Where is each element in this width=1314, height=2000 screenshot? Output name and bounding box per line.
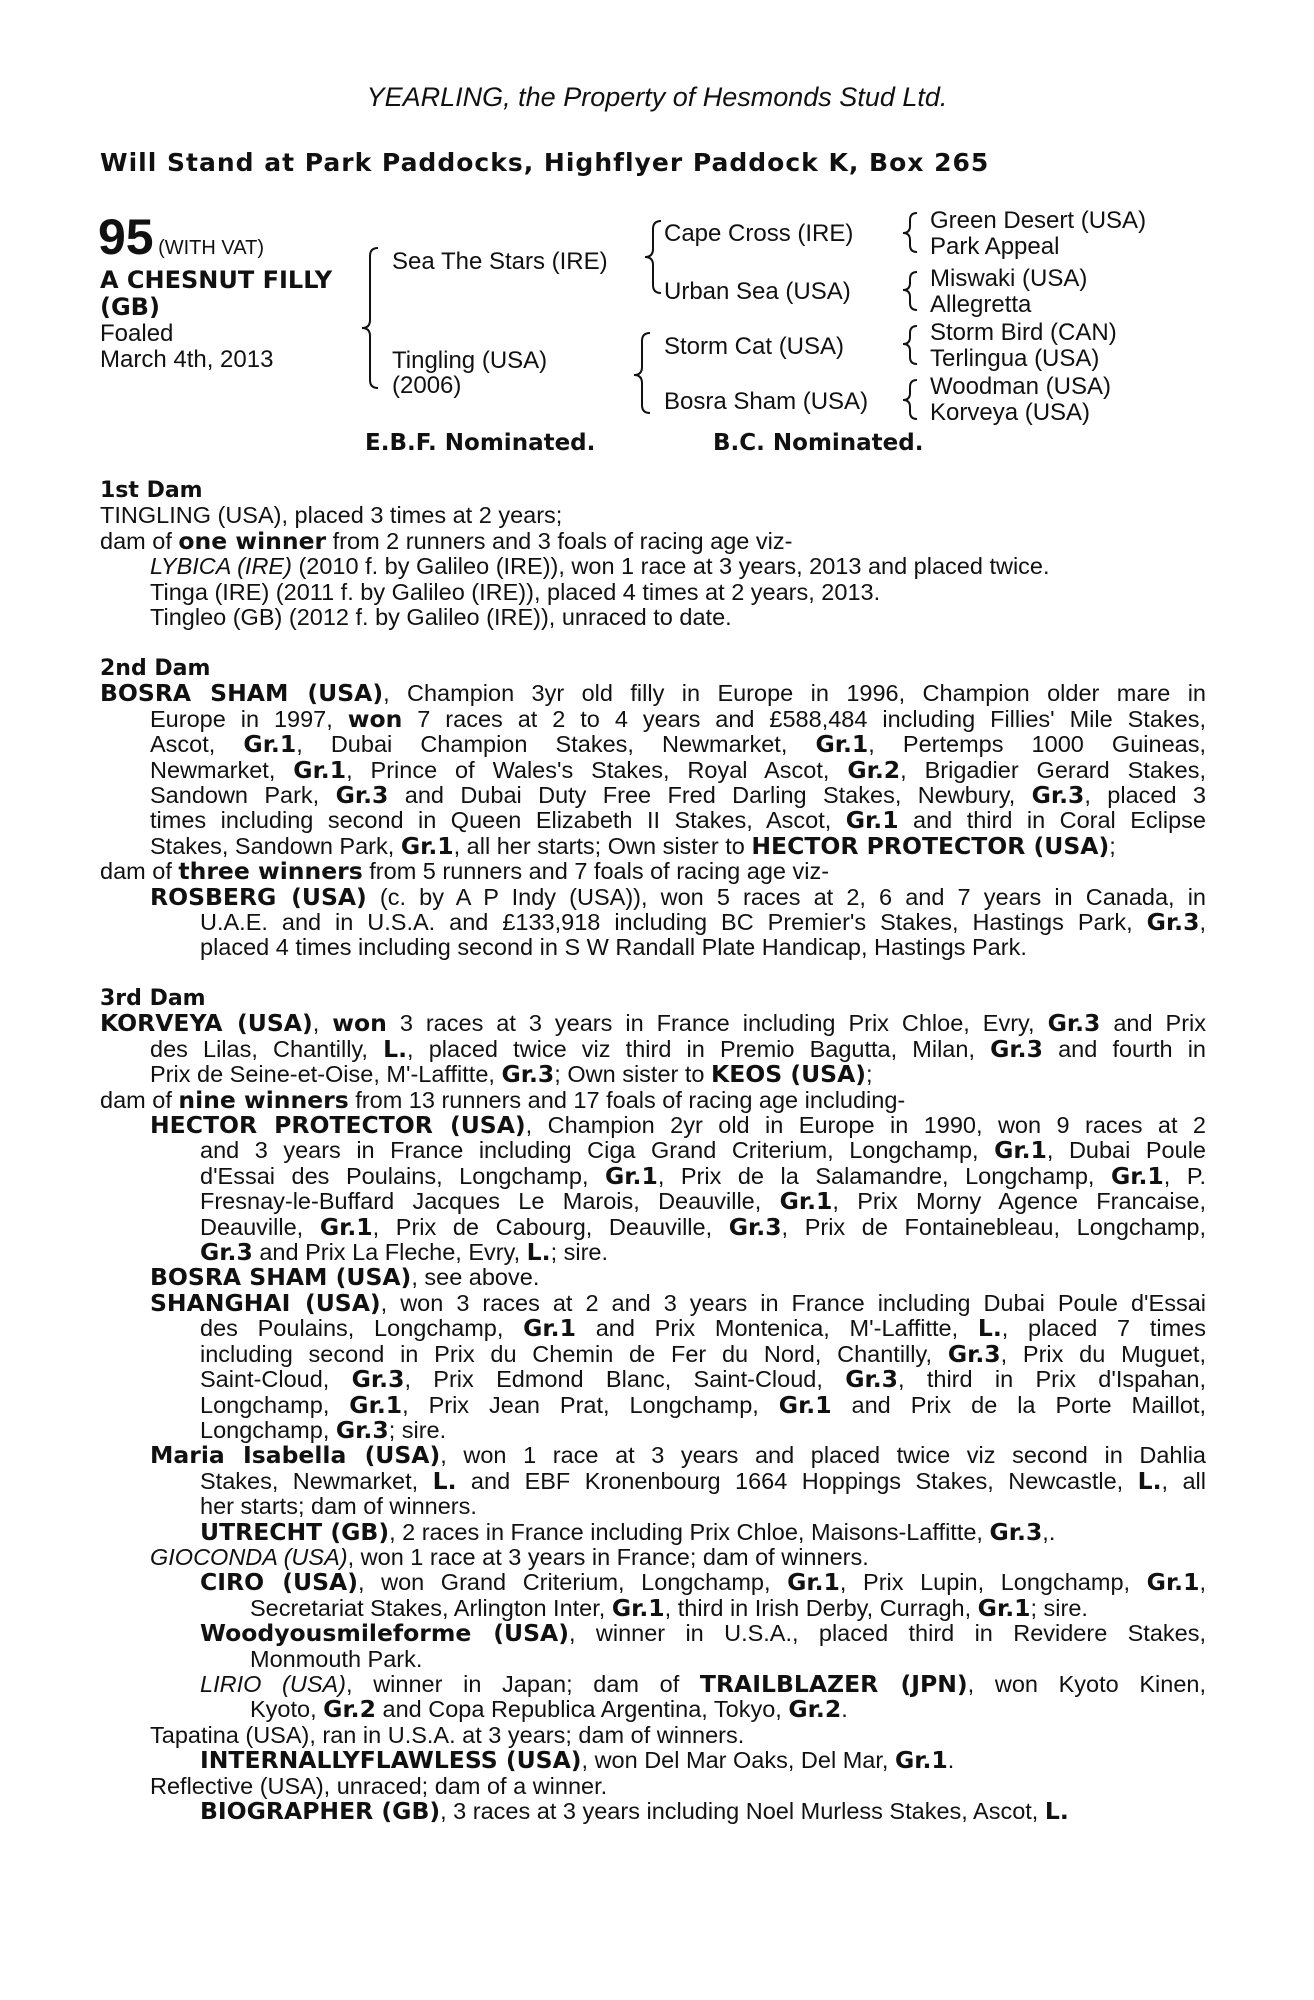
section-heading: 2nd Dam bbox=[100, 656, 211, 681]
dam-line: BOSRA SHAM (USA), Champion 3yr old filly in Europe in 1996, Champion older mare in bbox=[100, 679, 1206, 708]
produce-item: Tapatina (USA), ran in U.S.A. at 3 years; dam of winners. bbox=[150, 1721, 745, 1748]
grandsire-7: Woodman (USA) bbox=[930, 373, 1111, 400]
dam-line: Ascot, Gr.1, Dubai Champion Stakes, Newmarket, Gr.1, Pertemps 1000 Guineas, bbox=[150, 730, 1206, 759]
bracket-g12 bbox=[903, 213, 917, 252]
ebf-nominated: E.B.F. Nominated. bbox=[365, 430, 596, 456]
dam-line: des Lilas, Chantilly, L., placed twice viz third in Premio Bagutta, Milan, Gr.3 and fourth in bbox=[150, 1034, 1206, 1063]
grandsire-1: Green Desert (USA) bbox=[930, 207, 1147, 234]
produce-item: Secretariat Stakes, Arlington Inter, Gr.1, third in Irish Derby, Curragh, Gr.1; sire. bbox=[250, 1593, 1088, 1622]
third-dam-section bbox=[100, 986, 1206, 1824]
produce-item: d'Essai des Poulains, Longchamp, Gr.1, Prix de la Salamandre, Longchamp, Gr.1, P. bbox=[200, 1161, 1207, 1190]
dam-sire: Storm Cat (USA) bbox=[664, 333, 845, 360]
dam-year: (2006) bbox=[392, 372, 462, 399]
bracket-dam-parents bbox=[634, 333, 650, 413]
granddam-8: Korveya (USA) bbox=[930, 399, 1091, 426]
vat-label: (WITH VAT) bbox=[158, 237, 264, 259]
produce-item: Longchamp, Gr.1, Prix Jean Prat, Longchamp, Gr.1 and Prix de la Porte Maillot, bbox=[200, 1390, 1206, 1419]
grandsire-5: Storm Bird (CAN) bbox=[930, 319, 1117, 346]
bracket-g56 bbox=[903, 326, 917, 364]
dam: Tingling (USA) bbox=[392, 347, 548, 374]
produce-item: Fresnay-le-Buffard Jacques Le Marois, Deauville, Gr.1, Prix Morny Agence Francaise, bbox=[200, 1187, 1206, 1216]
produce-item: Kyoto, Gr.2 and Copa Republica Argentina, Tokyo, Gr.2. bbox=[250, 1695, 848, 1724]
bracket-g78 bbox=[903, 380, 917, 419]
dam-line: Prix de Seine-et-Oise, M'-Laffitte, Gr.3; Own sister to KEOS (USA); bbox=[150, 1060, 873, 1089]
produce-item: UTRECHT (GB), 2 races in France including Prix Chloe, Maisons-Laffitte, Gr.3,. bbox=[200, 1517, 1056, 1546]
produce-item: Deauville, Gr.1, Prix de Cabourg, Deauville, Gr.3, Prix de Fontainebleau, Longchamp, bbox=[200, 1212, 1206, 1241]
produce-item: CIRO (USA), won Grand Criterium, Longchamp, Gr.1, Prix Lupin, Longchamp, Gr.1, bbox=[200, 1568, 1206, 1597]
first-dam-section bbox=[100, 478, 1206, 630]
lot-description: A CHESNUT FILLY bbox=[100, 266, 333, 294]
produce-item: HECTOR PROTECTOR (USA), Champion 2yr old in Europe in 1990, won 9 races at 2 bbox=[150, 1111, 1206, 1140]
grandsire-3: Miswaki (USA) bbox=[930, 265, 1088, 292]
produce-item: U.A.E. and in U.S.A. and £133,918 including BC Premier's Stakes, Hastings Park, Gr.3, bbox=[200, 908, 1206, 937]
produce-item: Maria Isabella (USA), won 1 race at 3 years and placed twice viz second in Dahlia bbox=[150, 1441, 1206, 1470]
produce-item: Reflective (USA), unraced; dam of a winner. bbox=[150, 1772, 608, 1799]
produce-item: her starts; dam of winners. bbox=[200, 1493, 477, 1520]
dam-line: Europe in 1997, won 7 races at 2 to 4 years and £588,484 including Fillies' Mile Stakes, bbox=[150, 704, 1207, 733]
foaled-date: March 4th, 2013 bbox=[100, 346, 274, 373]
produce-item: INTERNALLYFLAWLESS (USA), won Del Mar Oaks, Del Mar, Gr.1. bbox=[200, 1746, 955, 1775]
sire-sire: Cape Cross (IRE) bbox=[664, 220, 854, 247]
bracket-parents bbox=[362, 248, 378, 388]
dam-line: Stakes, Sandown Park, Gr.1, all her starts; Own sister to HECTOR PROTECTOR (USA); bbox=[150, 831, 1116, 860]
sire-dam: Urban Sea (USA) bbox=[664, 278, 851, 305]
produce-item: SHANGHAI (USA), won 3 races at 2 and 3 years in France including Dubai Poule d'Essai bbox=[150, 1288, 1206, 1317]
page-title: YEARLING, the Property of Hesmonds Stud Ltd. bbox=[366, 82, 948, 112]
produce-item: Tinga (IRE) (2011 f. by Galileo (IRE)), placed 4 times at 2 years, 2013. bbox=[150, 578, 881, 605]
second-dam-section bbox=[100, 656, 1206, 961]
produce-item: Woodyousmileforme (USA), winner in U.S.A., placed third in Revidere Stakes, bbox=[200, 1619, 1206, 1648]
section-heading: 3rd Dam bbox=[100, 986, 206, 1011]
produce-item: Tingleo (GB) (2012 f. by Galileo (IRE)), unraced to date. bbox=[150, 604, 732, 631]
bracket-sire-parents bbox=[645, 221, 661, 293]
produce-item: ROSBERG (USA) (c. by A P Indy (USA)), won 5 races at 2, 6 and 7 years in Canada, in bbox=[150, 882, 1206, 911]
produce-item: Gr.3 and Prix La Fleche, Evry, L.; sire. bbox=[200, 1238, 609, 1267]
produce-item: Longchamp, Gr.3; sire. bbox=[200, 1415, 447, 1444]
dam-line: times including second in Queen Elizabeth II Stakes, Ascot, Gr.1 and third in Coral Eclipse bbox=[150, 806, 1206, 835]
produce-item: Stakes, Newmarket, L. and EBF Kronenbourg 1664 Hoppings Stakes, Newcastle, L., all bbox=[200, 1466, 1206, 1495]
produce-item: LYBICA (IRE) (2010 f. by Galileo (IRE)), won 1 race at 3 years, 2013 and placed twice. bbox=[150, 553, 1050, 580]
bracket-g34 bbox=[903, 272, 917, 310]
page-subtitle: Will Stand at Park Paddocks, Highflyer Paddock K, Box 265 bbox=[100, 148, 990, 177]
produce-item: Monmouth Park. bbox=[250, 1645, 423, 1672]
bc-nominated: B.C. Nominated. bbox=[713, 430, 924, 456]
dam-line: TINGLING (USA), placed 3 times at 2 years; bbox=[100, 502, 563, 529]
lot-number: 95 bbox=[98, 209, 154, 265]
granddam-6: Terlingua (USA) bbox=[930, 345, 1100, 372]
sire: Sea The Stars (IRE) bbox=[392, 248, 608, 275]
section-heading: 1st Dam bbox=[100, 478, 203, 503]
produce-summary: dam of three winners from 5 runners and 7 foals of racing age viz- bbox=[100, 857, 830, 886]
produce-item: LIRIO (USA), winner in Japan; dam of TRAILBLAZER (JPN), won Kyoto Kinen, bbox=[200, 1669, 1207, 1698]
dam-dam: Bosra Sham (USA) bbox=[664, 388, 869, 415]
produce-item: placed 4 times including second in S W Randall Plate Handicap, Hastings Park. bbox=[200, 934, 1027, 961]
produce-summary: dam of one winner from 2 runners and 3 foals of racing age viz- bbox=[100, 526, 793, 555]
produce-item: BIOGRAPHER (GB), 3 races at 3 years including Noel Murless Stakes, Ascot, L. bbox=[200, 1797, 1069, 1825]
produce-item: and 3 years in France including Ciga Grand Criterium, Longchamp, Gr.1, Dubai Poule bbox=[200, 1136, 1206, 1165]
produce-summary: dam of nine winners from 13 runners and 17 foals of racing age including- bbox=[100, 1085, 906, 1114]
foaled-label: Foaled bbox=[100, 320, 174, 347]
dam-line: KORVEYA (USA), won 3 races at 3 years in France including Prix Chloe, Evry, Gr.3 and Prix bbox=[100, 1009, 1206, 1038]
lot-country: (GB) bbox=[100, 293, 160, 321]
produce-item: des Poulains, Longchamp, Gr.1 and Prix Montenica, M'-Laffitte, L., placed 7 times bbox=[200, 1314, 1206, 1343]
dam-line: Sandown Park, Gr.3 and Dubai Duty Free Fred Darling Stakes, Newbury, Gr.3, placed 3 bbox=[150, 781, 1206, 810]
produce-item: GIOCONDA (USA), won 1 race at 3 years in France; dam of winners. bbox=[150, 1543, 869, 1570]
granddam-4: Allegretta bbox=[930, 291, 1032, 318]
produce-item: Saint-Cloud, Gr.3, Prix Edmond Blanc, Saint-Cloud, Gr.3, third in Prix d'Ispahan, bbox=[200, 1365, 1206, 1394]
dam-line: Newmarket, Gr.1, Prince of Wales's Stakes, Royal Ascot, Gr.2, Brigadier Gerard Stakes, bbox=[150, 755, 1206, 784]
produce-item: BOSRA SHAM (USA), see above. bbox=[150, 1263, 540, 1292]
granddam-2: Park Appeal bbox=[930, 233, 1060, 260]
produce-item: including second in Prix du Chemin de Fer du Nord, Chantilly, Gr.3, Prix du Muguet, bbox=[200, 1339, 1206, 1368]
